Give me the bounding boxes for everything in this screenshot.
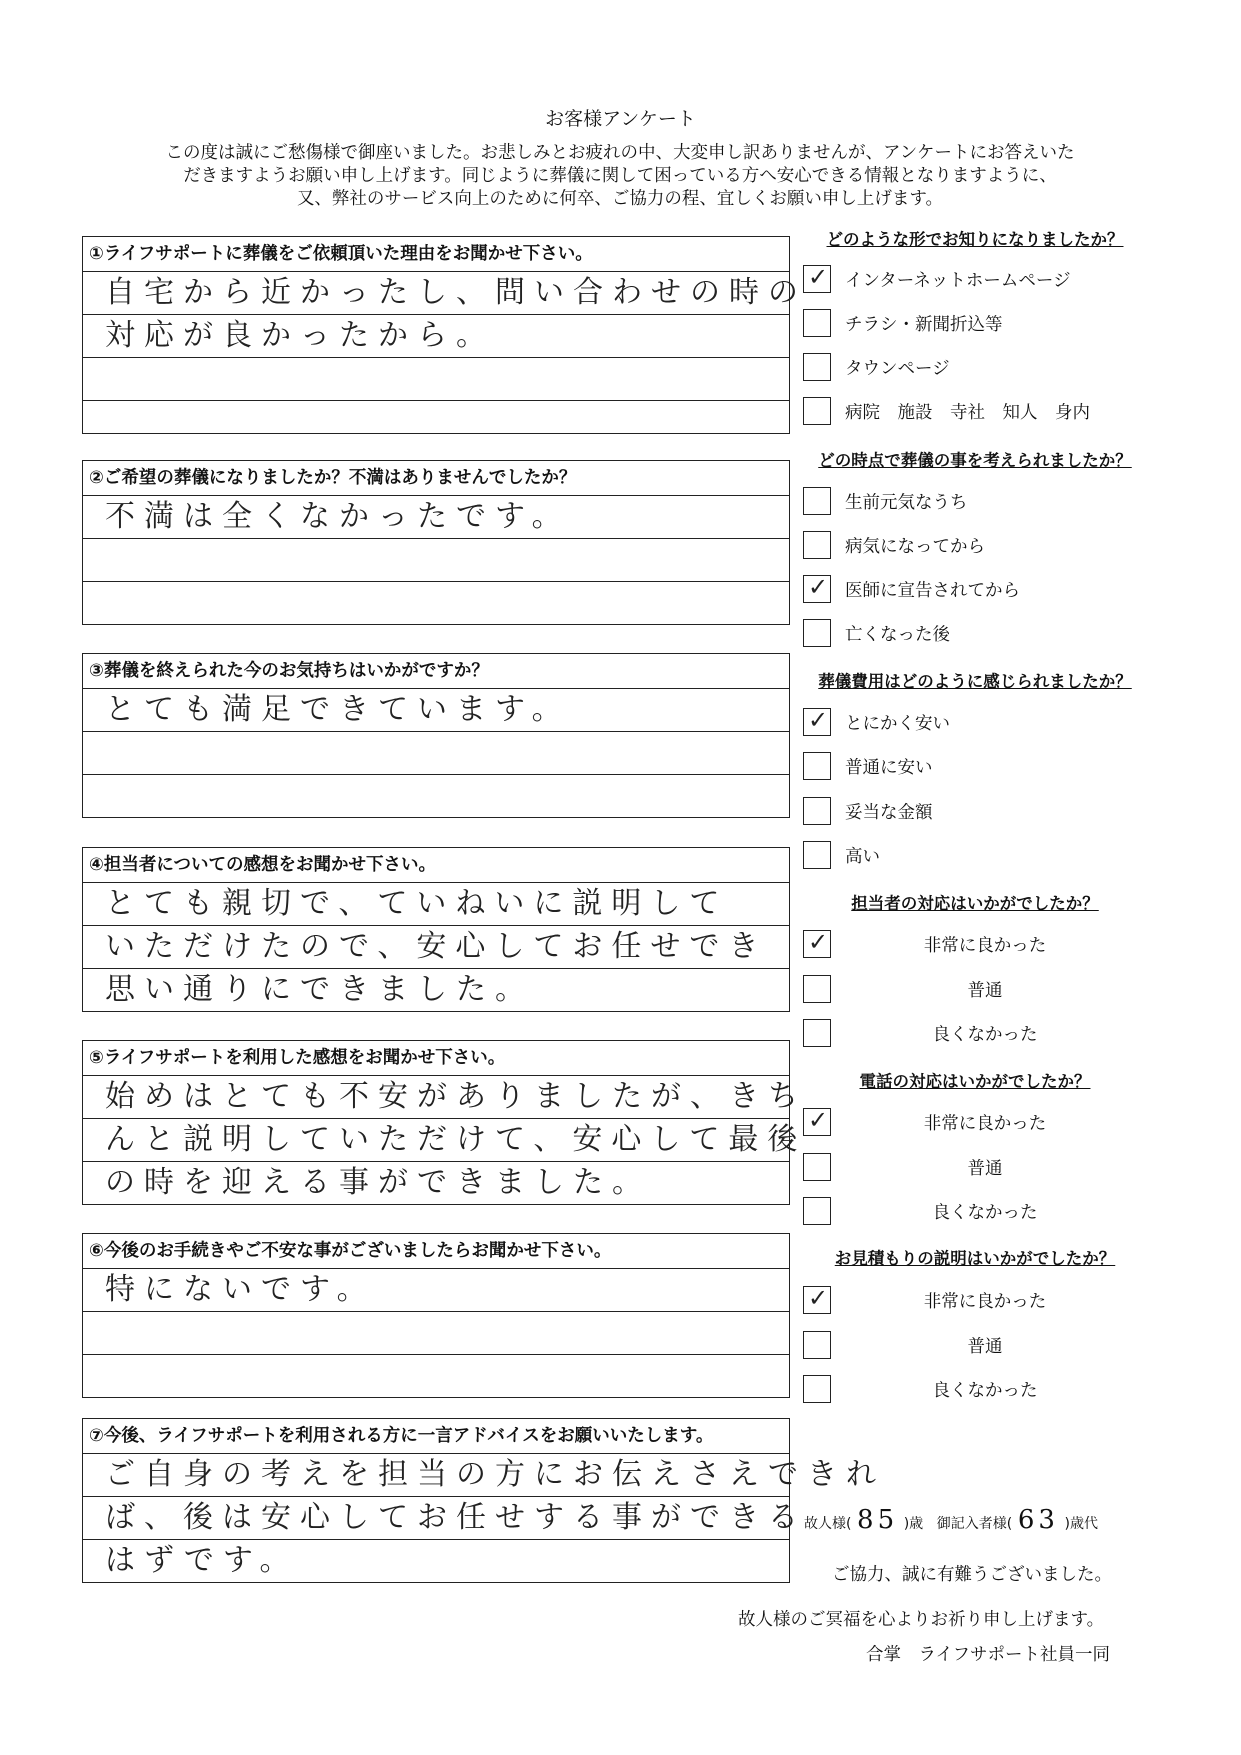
- answer-line[interactable]: [83, 926, 789, 969]
- question-label: ⑥今後のお手続きやご不安な事がございましたらお聞かせ下さい。: [83, 1234, 789, 1269]
- question-1: [82, 236, 807, 434]
- option-label: 非常に良かった: [923, 936, 1047, 956]
- option-row[interactable]: [803, 1197, 1143, 1227]
- option-label: タウンページ: [845, 359, 950, 379]
- question-label: ②ご希望の葬儀になりましたか？不満はありませんでしたか？: [83, 461, 789, 496]
- option-row[interactable]: [803, 531, 1143, 561]
- handwritten-answer: いただけたので、安心してお任せでき: [105, 929, 768, 964]
- writer-age-suffix: )歳代: [1064, 1516, 1098, 1532]
- checkbox[interactable]: [803, 1286, 831, 1314]
- deceased-age-suffix: )歳: [903, 1516, 924, 1532]
- option-row[interactable]: [803, 752, 1143, 782]
- checkbox[interactable]: [803, 752, 831, 780]
- checkbox[interactable]: [803, 1331, 831, 1359]
- answer-line[interactable]: [83, 496, 789, 539]
- option-row[interactable]: [803, 265, 1143, 295]
- checkbox[interactable]: [803, 930, 831, 958]
- intro-line: だきますようお願い申し上げます。同じように葬儀に関して困っている方へ安心できる情報となりますように、: [183, 166, 1057, 186]
- question-4: [82, 847, 790, 1012]
- option-row[interactable]: [803, 619, 1143, 649]
- answer-line[interactable]: [83, 272, 807, 315]
- question-label: ④担当者についての感想をお聞かせ下さい。: [83, 848, 789, 883]
- answer-line[interactable]: [83, 883, 789, 926]
- option-row[interactable]: [803, 930, 1143, 960]
- option-row[interactable]: [803, 353, 1143, 383]
- answer-line[interactable]: [83, 315, 789, 358]
- answer-line[interactable]: [83, 689, 789, 732]
- answer-line[interactable]: [83, 969, 789, 1011]
- page-title: お客様アンケート: [545, 108, 696, 130]
- answer-line[interactable]: [83, 1540, 789, 1582]
- intro-line: 又、弊社のサービス向上のために何卒、ご協力の程、宜しくお願い申し上げます。: [296, 189, 944, 209]
- age-line: [804, 1505, 1098, 1535]
- question-5: [82, 1040, 807, 1205]
- signature-text: 合掌 ライフサポート社員一同: [866, 1645, 1110, 1665]
- deceased-age-value[interactable]: 85: [857, 1505, 899, 1535]
- checkbox[interactable]: [803, 397, 831, 425]
- option-row[interactable]: [803, 1375, 1143, 1405]
- section-heading: 担当者の対応はいかがでしたか？: [851, 894, 1099, 913]
- check-mark-icon: ✓: [808, 706, 829, 734]
- option-label: 非常に良かった: [923, 1292, 1047, 1312]
- question-2: [82, 460, 790, 625]
- answer-line[interactable]: [83, 358, 789, 401]
- option-label: 普通: [967, 1337, 1003, 1357]
- prayer-text: 故人様のご冥福を心よりお祈り申し上げます。: [738, 1610, 1105, 1630]
- answer-line[interactable]: [83, 1497, 807, 1540]
- answer-line[interactable]: [83, 401, 789, 433]
- section-heading: 葬儀費用はどのように感じられましたか？: [818, 672, 1132, 691]
- question-3: [82, 653, 790, 818]
- thanks-text: ご協力、誠に有難うございました。: [832, 1565, 1112, 1585]
- writer-age-label: 御記入者様(: [936, 1516, 1013, 1532]
- question-label: ⑤ライフサポートを利用した感想をお聞かせ下さい。: [83, 1041, 789, 1076]
- handwritten-answer: とても満足できています。: [105, 692, 571, 727]
- section-heading: お見積もりの説明はいかがでしたか？: [834, 1249, 1116, 1268]
- check-mark-icon: ✓: [808, 1284, 829, 1312]
- option-row[interactable]: [803, 487, 1143, 517]
- option-row[interactable]: [803, 1019, 1143, 1049]
- option-label: 普通: [967, 1159, 1003, 1179]
- section-heading: どのような形でお知りになりましたか？: [826, 230, 1124, 249]
- check-mark-icon: ✓: [808, 573, 829, 601]
- section-heading: どの時点で葬儀の事を考えられましたか？: [818, 451, 1132, 470]
- checkbox[interactable]: [803, 265, 831, 293]
- question-6: [82, 1233, 790, 1398]
- answer-line[interactable]: [83, 775, 789, 817]
- option-label: インターネットホームページ: [845, 271, 1071, 291]
- writer-age-value[interactable]: 63: [1017, 1505, 1059, 1535]
- option-row[interactable]: [803, 397, 1143, 427]
- checkbox[interactable]: [803, 797, 831, 825]
- option-label: 妥当な金額: [845, 803, 933, 823]
- handwritten-answer: ご自身の考えを担当の方にお伝えさえできれ: [105, 1457, 885, 1492]
- handwritten-answer: 思い通りにできました。: [105, 972, 534, 1007]
- check-mark-icon: ✓: [808, 263, 829, 291]
- answer-line[interactable]: [83, 539, 789, 582]
- checkbox[interactable]: [803, 619, 831, 647]
- handwritten-answer: の時を迎える事ができました。: [105, 1165, 651, 1200]
- option-row[interactable]: [803, 975, 1143, 1005]
- option-label: 病気になってから: [845, 537, 985, 557]
- option-label: チラシ・新聞折込等: [845, 315, 1003, 335]
- intro-line: この度は誠にご愁傷様で御座いました。お悲しみとお疲れの中、大変申し訳ありませんが、アンケートにお答えいた: [165, 143, 1075, 163]
- option-row[interactable]: [803, 708, 1143, 738]
- option-label: 亡くなった後: [845, 625, 950, 645]
- question-label: ⑦今後、ライフサポートを利用される方に一言アドバイスをお願いいたします。: [83, 1419, 789, 1454]
- checkbox[interactable]: [803, 1375, 831, 1403]
- question-label: ①ライフサポートに葬儀をご依頼頂いた理由をお聞かせ下さい。: [83, 237, 789, 272]
- answer-line[interactable]: [83, 582, 789, 624]
- checkbox[interactable]: [803, 1197, 831, 1225]
- handwritten-answer: んと説明していただけて、安心して最後: [105, 1122, 807, 1157]
- option-label: 医師に宣告されてから: [845, 581, 1020, 601]
- option-row[interactable]: [803, 1331, 1143, 1361]
- answer-line[interactable]: [83, 1355, 789, 1397]
- checkbox[interactable]: [803, 841, 831, 869]
- answer-line[interactable]: [83, 1269, 789, 1312]
- handwritten-answer: 対応が良かったから。: [105, 318, 495, 353]
- answer-line[interactable]: [83, 1454, 885, 1497]
- handwritten-answer: 始めはとても不安がありましたが、きち: [105, 1079, 807, 1114]
- option-row[interactable]: [803, 575, 1143, 605]
- option-label: 普通: [967, 981, 1003, 1001]
- checkbox[interactable]: [803, 1153, 831, 1181]
- checkbox[interactable]: [803, 353, 831, 381]
- handwritten-answer: とても親切で、ていねいに説明して: [105, 886, 729, 921]
- checkbox[interactable]: [803, 708, 831, 736]
- checkbox[interactable]: [803, 487, 831, 515]
- option-row[interactable]: [803, 797, 1143, 827]
- answer-line[interactable]: [83, 1312, 789, 1355]
- intro-text: [60, 142, 1180, 211]
- option-label: とにかく安い: [845, 714, 950, 734]
- option-row[interactable]: [803, 841, 1143, 871]
- option-row[interactable]: [803, 309, 1143, 339]
- option-label: 生前元気なうち: [845, 493, 968, 513]
- checkbox[interactable]: [803, 975, 831, 1003]
- option-row[interactable]: [803, 1153, 1143, 1183]
- option-row[interactable]: [803, 1286, 1143, 1316]
- deceased-age-label: 故人様(: [804, 1516, 852, 1532]
- handwritten-answer: 不満は全くなかったです。: [105, 499, 571, 534]
- option-label: 病院 施設 寺社 知人 身内: [845, 403, 1090, 423]
- option-row[interactable]: [803, 1108, 1143, 1138]
- answer-line[interactable]: [83, 1162, 789, 1204]
- option-label: 良くなかった: [932, 1203, 1038, 1223]
- handwritten-answer: はずです。: [105, 1543, 299, 1578]
- answer-line[interactable]: [83, 732, 789, 775]
- handwritten-answer: 自宅から近かったし、問い合わせの時の: [105, 275, 807, 310]
- option-label: 高い: [845, 847, 880, 867]
- handwritten-answer: 特にないです。: [105, 1272, 376, 1307]
- check-mark-icon: ✓: [808, 1106, 829, 1134]
- answer-line[interactable]: [83, 1076, 807, 1119]
- check-mark-icon: ✓: [808, 928, 829, 956]
- checkbox[interactable]: [803, 1108, 831, 1136]
- option-label: 普通に安い: [845, 758, 933, 778]
- checkbox[interactable]: [803, 1019, 831, 1047]
- option-label: 良くなかった: [932, 1381, 1038, 1401]
- answer-line[interactable]: [83, 1119, 807, 1162]
- checkbox[interactable]: [803, 531, 831, 559]
- handwritten-answer: ば、後は安心してお任せする事ができる: [105, 1500, 807, 1535]
- question-label: ③葬儀を終えられた今のお気持ちはいかがですか？: [83, 654, 789, 689]
- option-label: 良くなかった: [932, 1025, 1038, 1045]
- option-label: 非常に良かった: [923, 1114, 1047, 1134]
- section-heading: 電話の対応はいかがでしたか？: [859, 1072, 1091, 1091]
- checkbox[interactable]: [803, 575, 831, 603]
- checkbox[interactable]: [803, 309, 831, 337]
